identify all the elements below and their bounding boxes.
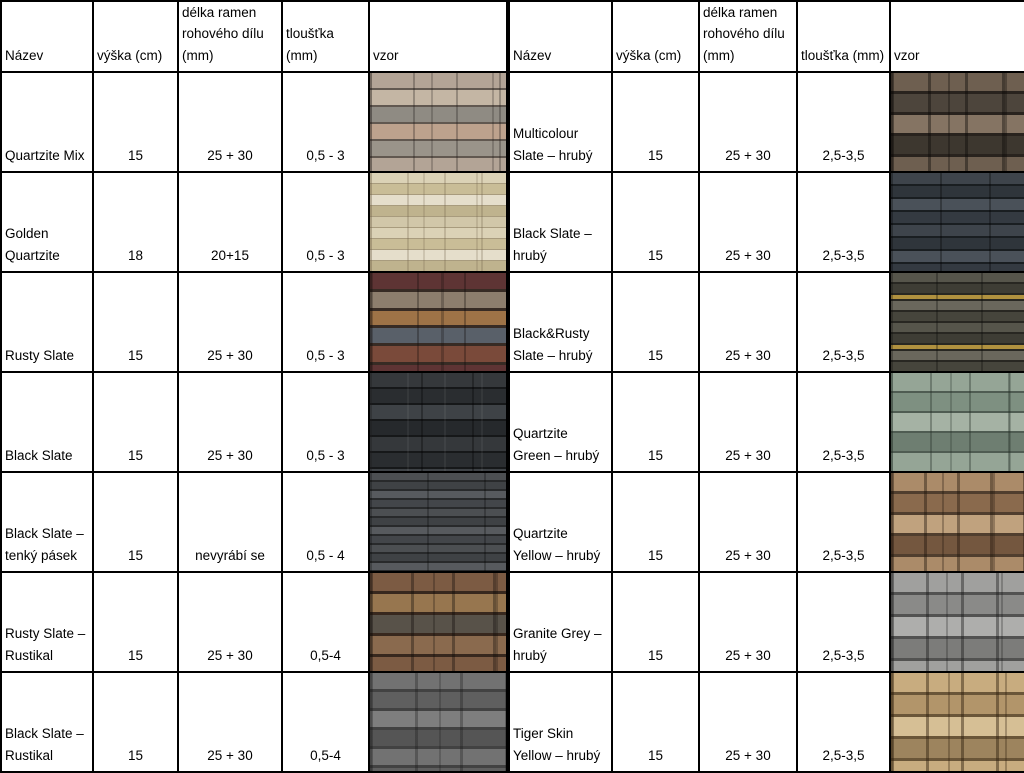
product-name: Rusty Slate xyxy=(1,272,93,372)
thickness-value: 2,5-3,5 xyxy=(797,72,890,172)
product-row xyxy=(1,72,507,172)
pattern-sample-cell xyxy=(369,572,507,672)
quartzite-mix-texture xyxy=(370,73,506,171)
thickness-value: 0,5 - 3 xyxy=(282,272,369,372)
pattern-sample-cell xyxy=(369,372,507,472)
granite-grey-hruby-texture xyxy=(891,573,1024,671)
tiger-skin-yellow-hruby-texture xyxy=(891,673,1024,771)
corner-arm-length-value: 25 + 30 xyxy=(699,472,797,572)
black-slate-rustikal-texture xyxy=(370,673,506,771)
thickness-value: 2,5-3,5 xyxy=(797,472,890,572)
height-value: 15 xyxy=(612,172,699,272)
col-header-delka-ramen: délka ramen rohového dílu (mm) xyxy=(178,1,282,72)
thickness-value: 0,5-4 xyxy=(282,572,369,672)
corner-arm-length-value: nevyrábí se xyxy=(178,472,282,572)
height-value: 15 xyxy=(612,472,699,572)
stone-products-table-right xyxy=(508,0,1024,773)
corner-arm-length-value: 25 + 30 xyxy=(178,72,282,172)
product-name: Quartzite Mix xyxy=(1,72,93,172)
pattern-sample-cell xyxy=(369,672,507,772)
golden-quartzite-texture xyxy=(370,173,506,271)
col-header-tloustka: tloušťka (mm) xyxy=(797,1,890,72)
product-name: Tiger Skin Yellow – hrubý xyxy=(509,672,612,772)
pattern-sample-cell xyxy=(890,472,1024,572)
product-row xyxy=(509,372,1024,472)
pattern-sample-cell xyxy=(369,72,507,172)
rusty-slate-texture xyxy=(370,273,506,371)
product-name: Golden Quartzite xyxy=(1,172,93,272)
col-header-vyska: výška (cm) xyxy=(612,1,699,72)
pattern-sample-cell xyxy=(890,572,1024,672)
thickness-value: 2,5-3,5 xyxy=(797,672,890,772)
corner-arm-length-value: 20+15 xyxy=(178,172,282,272)
corner-arm-length-value: 25 + 30 xyxy=(178,572,282,672)
product-row xyxy=(509,572,1024,672)
black-slate-texture xyxy=(370,373,506,471)
corner-arm-length-value: 25 + 30 xyxy=(699,372,797,472)
product-name: Granite Grey – hrubý xyxy=(509,572,612,672)
thickness-value: 0,5-4 xyxy=(282,672,369,772)
pattern-sample-cell xyxy=(890,272,1024,372)
product-row xyxy=(509,272,1024,372)
black-rusty-slate-hruby-texture xyxy=(891,273,1024,371)
thickness-value: 0,5 - 3 xyxy=(282,72,369,172)
corner-arm-length-value: 25 + 30 xyxy=(699,572,797,672)
height-value: 15 xyxy=(93,72,178,172)
product-name: Black Slate – Rustikal xyxy=(1,672,93,772)
col-header-nazev: Název xyxy=(509,1,612,72)
col-header-delka-ramen: délka ramen rohového dílu (mm) xyxy=(699,1,797,72)
pattern-sample-cell xyxy=(890,172,1024,272)
pattern-sample-cell xyxy=(369,172,507,272)
thickness-value: 2,5-3,5 xyxy=(797,572,890,672)
corner-arm-length-value: 25 + 30 xyxy=(699,272,797,372)
col-header-nazev: Název xyxy=(1,1,93,72)
product-row xyxy=(1,272,507,372)
corner-arm-length-value: 25 + 30 xyxy=(178,272,282,372)
height-value: 15 xyxy=(93,672,178,772)
product-name: Black Slate – hrubý xyxy=(509,172,612,272)
height-value: 18 xyxy=(93,172,178,272)
product-row xyxy=(509,172,1024,272)
pattern-sample-cell xyxy=(369,472,507,572)
header-row xyxy=(1,1,507,72)
height-value: 15 xyxy=(612,72,699,172)
product-row xyxy=(1,172,507,272)
corner-arm-length-value: 25 + 30 xyxy=(699,72,797,172)
product-name: Black Slate – tenký pásek xyxy=(1,472,93,572)
thickness-value: 0,5 - 4 xyxy=(282,472,369,572)
thickness-value: 0,5 - 3 xyxy=(282,172,369,272)
corner-arm-length-value: 25 + 30 xyxy=(699,672,797,772)
corner-arm-length-value: 25 + 30 xyxy=(178,372,282,472)
pattern-sample-cell xyxy=(890,72,1024,172)
black-slate-thin-strip-texture xyxy=(370,473,506,571)
height-value: 15 xyxy=(93,272,178,372)
product-name: Black Slate xyxy=(1,372,93,472)
header-row xyxy=(509,1,1024,72)
product-row xyxy=(509,472,1024,572)
rusty-slate-rustikal-texture xyxy=(370,573,506,671)
thickness-value: 2,5-3,5 xyxy=(797,172,890,272)
thickness-value: 0,5 - 3 xyxy=(282,372,369,472)
height-value: 15 xyxy=(612,272,699,372)
height-value: 15 xyxy=(93,372,178,472)
product-name: Quartzite Green – hrubý xyxy=(509,372,612,472)
pattern-sample-cell xyxy=(890,672,1024,772)
product-row xyxy=(509,672,1024,772)
product-row xyxy=(509,72,1024,172)
multicolour-slate-hruby-texture xyxy=(891,73,1024,171)
black-slate-hruby-texture xyxy=(891,173,1024,271)
product-row xyxy=(1,372,507,472)
height-value: 15 xyxy=(612,672,699,772)
height-value: 15 xyxy=(612,372,699,472)
col-header-vzor: vzor xyxy=(890,1,1024,72)
pattern-sample-cell xyxy=(369,272,507,372)
product-row xyxy=(1,572,507,672)
stone-products-table-left xyxy=(0,0,508,773)
col-header-vzor: vzor xyxy=(369,1,507,72)
product-row xyxy=(1,672,507,772)
pattern-sample-cell xyxy=(890,372,1024,472)
height-value: 15 xyxy=(93,572,178,672)
col-header-vyska: výška (cm) xyxy=(93,1,178,72)
height-value: 15 xyxy=(93,472,178,572)
corner-arm-length-value: 25 + 30 xyxy=(699,172,797,272)
product-name: Rusty Slate – Rustikal xyxy=(1,572,93,672)
product-name: Multicolour Slate – hrubý xyxy=(509,72,612,172)
height-value: 15 xyxy=(612,572,699,672)
quartzite-yellow-hruby-texture xyxy=(891,473,1024,571)
thickness-value: 2,5-3,5 xyxy=(797,372,890,472)
thickness-value: 2,5-3,5 xyxy=(797,272,890,372)
product-name: Quartzite Yellow – hrubý xyxy=(509,472,612,572)
quartzite-green-hruby-texture xyxy=(891,373,1024,471)
product-row xyxy=(1,472,507,572)
corner-arm-length-value: 25 + 30 xyxy=(178,672,282,772)
product-name: Black&Rusty Slate – hrubý xyxy=(509,272,612,372)
col-header-tloustka: tloušťka (mm) xyxy=(282,1,369,72)
